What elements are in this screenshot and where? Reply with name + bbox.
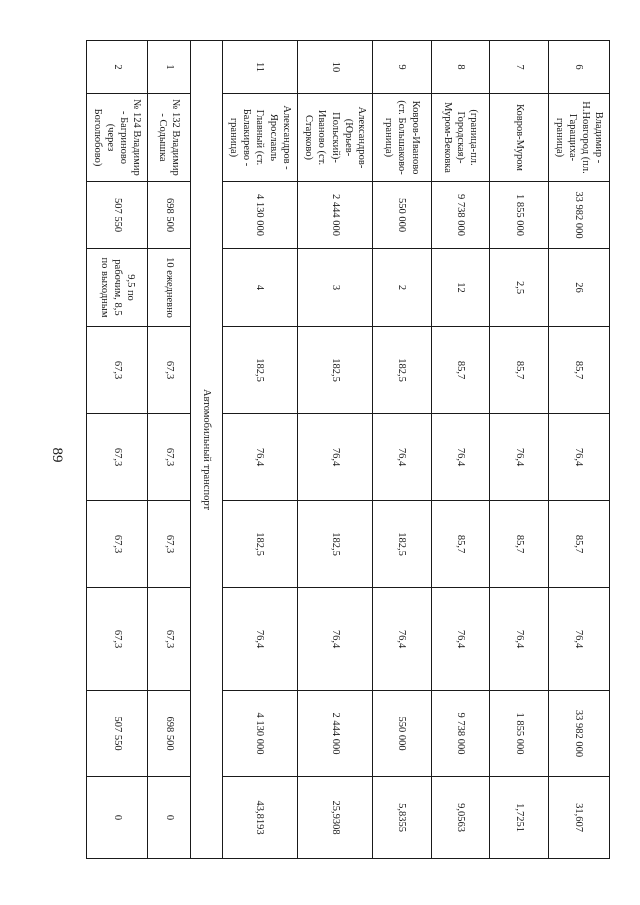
route-name: Владимир - Н.Новгород (пл. Гаращиха-граница) — [548, 94, 609, 182]
result-cell: 43,8193 — [222, 777, 297, 859]
result-cell: 0 — [148, 777, 191, 859]
section-header-row — [190, 41, 222, 859]
table-row — [548, 41, 609, 859]
rate-cell: 182,5 — [373, 327, 432, 414]
rate-cell: 85,7 — [431, 501, 490, 588]
rate-cell: 67,3 — [148, 327, 191, 414]
frequency-cell: 26 — [548, 249, 609, 327]
volume-cell: 4 130 000 — [222, 691, 297, 777]
frequency-cell: 9,5 по рабочим, 8,5 по выходным — [87, 249, 148, 327]
rate-cell: 76,4 — [297, 414, 372, 501]
volume-cell: 2 444 000 — [297, 182, 372, 249]
volume-cell: 550 000 — [373, 691, 432, 777]
rate-cell: 76,4 — [297, 588, 372, 691]
rate-cell: 76,4 — [431, 588, 490, 691]
table-row — [431, 41, 490, 859]
table-row — [148, 41, 191, 859]
frequency-cell: 3 — [297, 249, 372, 327]
route-name: Александров-(Юрьев-Польский)-Иваново (ст. Старково) — [297, 94, 372, 182]
rotated-table-wrapper — [86, 40, 610, 858]
table-row — [373, 41, 432, 859]
rate-cell: 76,4 — [222, 414, 297, 501]
volume-cell: 2 444 000 — [297, 691, 372, 777]
route-name: Ковров-Муром — [490, 94, 549, 182]
row-number: 8 — [431, 41, 490, 94]
result-cell: 25,9308 — [297, 777, 372, 859]
rate-cell: 182,5 — [373, 501, 432, 588]
volume-cell: 1 855 000 — [490, 182, 549, 249]
rate-cell: 182,5 — [222, 501, 297, 588]
row-number: 7 — [490, 41, 549, 94]
result-cell: 0 — [87, 777, 148, 859]
route-name: № 124 Владимир - Багриново (через Боголюбово) — [87, 94, 148, 182]
volume-cell: 698 500 — [148, 691, 191, 777]
rate-cell: 67,3 — [87, 588, 148, 691]
volume-cell: 550 000 — [373, 182, 432, 249]
section-title: Автомобильный транспорт — [190, 41, 222, 859]
volume-cell: 4 130 000 — [222, 182, 297, 249]
row-number: 1 — [148, 41, 191, 94]
rate-cell: 67,3 — [87, 414, 148, 501]
route-name: Александров - Ярославль Главный (ст. Балакирево - граница) — [222, 94, 297, 182]
rate-cell: 67,3 — [87, 501, 148, 588]
rate-cell: 85,7 — [490, 327, 549, 414]
rate-cell: 76,4 — [490, 588, 549, 691]
volume-cell: 9 738 000 — [431, 691, 490, 777]
volume-cell: 1 855 000 — [490, 691, 549, 777]
row-number: 11 — [222, 41, 297, 94]
rate-cell: 76,4 — [373, 414, 432, 501]
rate-cell: 67,3 — [87, 327, 148, 414]
volume-cell: 33 982 000 — [548, 691, 609, 777]
rate-cell: 76,4 — [222, 588, 297, 691]
row-number: 2 — [87, 41, 148, 94]
table-row — [222, 41, 297, 859]
rate-cell: 85,7 — [431, 327, 490, 414]
frequency-cell: 2 — [373, 249, 432, 327]
volume-cell: 507 550 — [87, 182, 148, 249]
rate-cell: 67,3 — [148, 588, 191, 691]
rate-cell: 76,4 — [548, 588, 609, 691]
rate-cell: 85,7 — [490, 501, 549, 588]
rate-cell: 76,4 — [431, 414, 490, 501]
rate-cell: 67,3 — [148, 414, 191, 501]
row-number: 6 — [548, 41, 609, 94]
table-row — [490, 41, 549, 859]
frequency-cell: 2,5 — [490, 249, 549, 327]
rate-cell: 182,5 — [297, 327, 372, 414]
frequency-cell: 10 ежедневно — [148, 249, 191, 327]
volume-cell: 698 500 — [148, 182, 191, 249]
volume-cell: 507 550 — [87, 691, 148, 777]
route-name: Ковров-Иваново (ст. Большаково-граница) — [373, 94, 432, 182]
rate-cell: 85,7 — [548, 501, 609, 588]
table-row — [87, 41, 148, 859]
tariff-table — [86, 40, 610, 859]
rate-cell: 182,5 — [222, 327, 297, 414]
route-name: № 132 Владимир - Содышка — [148, 94, 191, 182]
frequency-cell: 12 — [431, 249, 490, 327]
result-cell: 1,7251 — [490, 777, 549, 859]
result-cell: 31,607 — [548, 777, 609, 859]
table-row — [297, 41, 372, 859]
frequency-cell: 4 — [222, 249, 297, 327]
volume-cell: 33 982 000 — [548, 182, 609, 249]
page-number: 89 — [49, 447, 65, 463]
row-number: 10 — [297, 41, 372, 94]
rate-cell: 67,3 — [148, 501, 191, 588]
rate-cell: 76,4 — [548, 414, 609, 501]
row-number: 9 — [373, 41, 432, 94]
rate-cell: 182,5 — [297, 501, 372, 588]
route-name: (граница-пл. Городская)-Муром-Вековка — [431, 94, 490, 182]
result-cell: 5,8355 — [373, 777, 432, 859]
volume-cell: 9 738 000 — [431, 182, 490, 249]
rate-cell: 85,7 — [548, 327, 609, 414]
rate-cell: 76,4 — [373, 588, 432, 691]
result-cell: 9,0563 — [431, 777, 490, 859]
rate-cell: 76,4 — [490, 414, 549, 501]
